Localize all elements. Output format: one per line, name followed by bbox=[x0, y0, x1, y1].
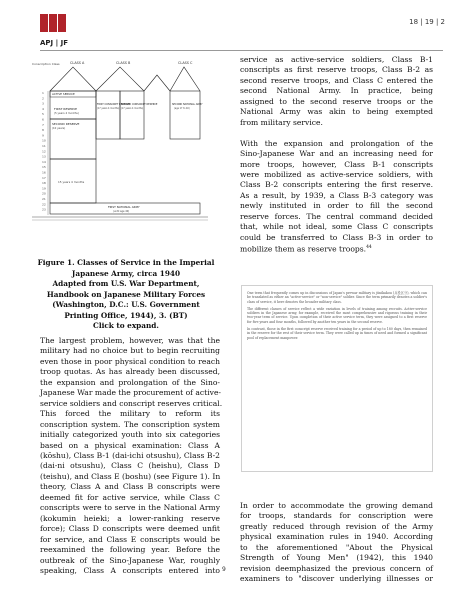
svg-text:(17 years 4 months): (17 years 4 months) bbox=[121, 107, 144, 110]
svg-text:15 years 4 months: 15 years 4 months bbox=[58, 180, 85, 184]
y-tick-label: 5 bbox=[42, 112, 44, 117]
svg-text:(until age 40): (until age 40) bbox=[113, 210, 130, 213]
svg-text:(age 17 to 40): (age 17 to 40) bbox=[174, 107, 190, 110]
right_top.para1-line: assigned to the second reserve troops or the bbox=[240, 96, 433, 106]
right_top.para2-line: mobilize them as reserve troops.$^{44}$ bbox=[240, 244, 372, 254]
y-tick-label: 3 bbox=[42, 101, 44, 106]
right_bottom-line: revision deemphasized the previous concern of bbox=[240, 563, 433, 573]
left_col-line: conscription system. The conscription system bbox=[40, 419, 220, 429]
y-tick-label: 11 bbox=[42, 144, 46, 148]
right-column-text bbox=[240, 55, 433, 255]
svg-text:SECOND RESERVE: SECOND RESERVE bbox=[52, 122, 80, 126]
svg-text:ACTIVE SERVICE: ACTIVE SERVICE bbox=[52, 92, 75, 96]
right_top.para1-line: second National Army. In practice, being bbox=[240, 86, 433, 96]
journal-logo bbox=[40, 14, 66, 32]
right_bottom-line: greatly reduced through revision of the Army bbox=[240, 521, 433, 531]
right_top.para1-line: conscripts as first reserve troops, Class B-2 as bbox=[240, 65, 433, 75]
left_col-line: outbreak of the Sino-Japanese War, roughly bbox=[40, 555, 220, 565]
right_top.para2-line: that, while not ideal, some Class C conscripts bbox=[240, 222, 433, 232]
class-a-label: CLASS A bbox=[70, 61, 85, 65]
left_col-line: conscripts were to serve in the National Army bbox=[40, 503, 220, 513]
right_bottom-line: In order to accommodate the growing demand bbox=[240, 501, 433, 510]
click-to-expand-link[interactable]: Click to expand. bbox=[93, 321, 159, 330]
left_col-line: service soldiers and conscript reserves critical. bbox=[40, 398, 223, 408]
svg-text:(5 years 4 months): (5 years 4 months) bbox=[54, 112, 79, 115]
header-divider bbox=[40, 50, 443, 51]
svg-text:SECOND NATIONAL ARMY: SECOND NATIONAL ARMY bbox=[172, 103, 203, 106]
left_col-line: initially categorized youth into six categories bbox=[40, 430, 220, 440]
right_top.para2-line: reserve forces. The central command decided bbox=[240, 211, 433, 221]
y-tick-label: 14 bbox=[42, 159, 46, 164]
left_col-line: troop quotas. As has already been discussed, bbox=[40, 367, 220, 377]
class-c-label: CLASS C bbox=[178, 61, 193, 65]
left_col-line: (dai-ni otsushu), Class C (heishu), Class D bbox=[40, 461, 220, 471]
class-b-label: CLASS B bbox=[116, 61, 131, 65]
y-tick-label: 2 bbox=[42, 96, 44, 101]
left_col-line: theory, Class A and Class B conscripts were bbox=[40, 482, 220, 492]
left_col-line: (kokumin heieki; a lower-ranking reserve bbox=[40, 513, 220, 523]
right_top.para1-line: service as active-service soldiers, Class B-1 bbox=[240, 55, 433, 64]
right_top.para2-line: were mobilized as active-service soldiers, with bbox=[240, 169, 433, 179]
left_col-line: reexamined the following year. Before the bbox=[40, 545, 220, 555]
y-tick-label: 16 bbox=[42, 170, 46, 175]
right_top.para2-line: As a result, by 1939, a Class B-3 category was bbox=[240, 190, 433, 200]
right_top.para2-line: more troops, however, Class B-1 conscripts bbox=[240, 159, 433, 169]
right_top.para1-line: National Army was akin to being exempted bbox=[240, 107, 433, 117]
svg-text:FIRST NATIONAL ARMY: FIRST NATIONAL ARMY bbox=[108, 205, 140, 209]
left_col-line: based on a physical examination: Class A bbox=[40, 440, 220, 450]
y-tick-label: 4 bbox=[42, 106, 44, 111]
footnote-ref[interactable]: 44 bbox=[366, 245, 372, 251]
sidebar-paragraph: In contrast, those in the first conscript reserve received training for a period of up to 180 days, then remained in the reserve for the rest of their service term. They were called up in times of need and formed a significant pool of replacement manpower. bbox=[247, 327, 427, 340]
svg-text:(17 years 4 months): (17 years 4 months) bbox=[97, 107, 120, 110]
svg-text:FIRST RESERVE: FIRST RESERVE bbox=[54, 107, 78, 111]
y-tick-label: 12 bbox=[42, 149, 46, 154]
y-tick-label: 8 bbox=[42, 128, 44, 133]
right-column-lower-text bbox=[240, 501, 433, 585]
left_col-line: deemed fit for active service, while Class C bbox=[40, 492, 220, 502]
left_col-line: military had no choice but to begin recruiting bbox=[40, 346, 220, 356]
y-tick-label: 21 bbox=[42, 197, 46, 201]
figure-caption: Figure 1. Classes of Service in the Imperial Japanese Army, circa 1940 Adapted from U.S. War Department, Handbook on Japanese Military Forces (Washington, D.C.: U.S. Government Printing Office, 1944), 3. (BT) Click to expand. bbox=[30, 258, 222, 332]
sidebar-text-image[interactable] bbox=[241, 285, 433, 472]
y-tick-label: 9 bbox=[42, 133, 44, 138]
left_col-line: (teishu), and Class E (boshu) (see Figure 1). In bbox=[40, 471, 221, 481]
left_col-line: even those in poor physical condition to reach bbox=[40, 356, 220, 366]
left_col-line: the expansion and prolongation of the Sino- bbox=[40, 377, 220, 387]
sidebar-paragraph: The different classes of service reflect a wide variation in levels of training among recruits. Active-service soldiers in the Japanese army, for example, received the most comprehensive and rigorous training in their two-year term of service. Upon completion of their active service term, they were assigned to a first reserve for five years and four months, followed by another ten years in the second reserve. bbox=[247, 306, 427, 324]
right_bottom-line: Strength of Young Men" (1942), this 1940 bbox=[240, 553, 433, 563]
y-tick-label: 17 bbox=[42, 175, 46, 180]
journal-name: APJ | JF bbox=[40, 39, 68, 47]
left_col-line: (kōshu), Class B-1 (dai-ichi otsushu), Class B-2 bbox=[40, 450, 220, 460]
left_col-line: speaking, Class A conscripts entered into bbox=[40, 565, 220, 575]
y-tick-label: 19 bbox=[42, 186, 46, 191]
figure-1-chart[interactable] bbox=[28, 55, 224, 245]
y-tick-label: 7 bbox=[42, 122, 44, 127]
svg-text:SECOND CONSCRIPT RESERVE: SECOND CONSCRIPT RESERVE bbox=[121, 103, 158, 106]
right_bottom-line: for troops, standards for conscription were bbox=[240, 511, 433, 521]
left_col-line: Japanese War made the procurement of active- bbox=[40, 388, 221, 398]
right_bottom-line: to the aforementioned "About the Physical bbox=[240, 542, 433, 552]
right_top.para1-line: from military service. bbox=[240, 117, 323, 127]
y-tick-label: 10 bbox=[42, 138, 46, 143]
left_col-line: for service, and Class E conscripts would be bbox=[40, 534, 220, 544]
right_top.para1-line: second reserve troops, and Class C entered the bbox=[240, 75, 433, 85]
left_col-line: The largest problem, however, was that the bbox=[40, 336, 220, 345]
svg-text:FIRST CONSCRIPT RESERVE: FIRST CONSCRIPT RESERVE bbox=[97, 103, 130, 106]
y-tick-label: 1 bbox=[42, 91, 44, 95]
right_top.para2-line: Sino-Japanese War and an increasing need for bbox=[240, 149, 433, 159]
page-number: 9 bbox=[222, 566, 226, 573]
right_top.para2-line: newly instituted in order to fill the second bbox=[240, 201, 433, 211]
left_col-line: This forced the military to reform its bbox=[40, 409, 220, 419]
y-tick-label: 6 bbox=[42, 117, 44, 122]
consc-class-label: Conscription Class bbox=[32, 62, 60, 66]
svg-text:(10 years): (10 years) bbox=[52, 127, 66, 130]
right_bottom-line: examiners to "discover underlying illnesses or bbox=[240, 574, 433, 584]
y-tick-label: 15 bbox=[42, 165, 46, 170]
right_top.para2-line: could be transferred to Class B-3 in order to bbox=[240, 232, 433, 242]
page-navigation[interactable]: 18 | 19 | 2 bbox=[409, 18, 445, 26]
left_col-line: force); Class D conscripts were deemed unfit bbox=[40, 524, 220, 534]
right_bottom-line: physical examination rules in 1940. According bbox=[240, 532, 433, 542]
right_top.para2-line: With the expansion and prolongation of the bbox=[240, 138, 433, 148]
y-tick-label: 23 bbox=[42, 207, 46, 212]
y-tick-label: 13 bbox=[42, 154, 46, 159]
sidebar-paragraph: One term that frequently comes up in discussions of Japan's prewar military is jūnikakou (兵役区分), which can be translated as either an "active-service" or "non-service" soldier. Since the term primarily denotes a soldier's class of service, it here denotes the broader military class. bbox=[247, 291, 427, 304]
y-tick-label: 20 bbox=[42, 191, 46, 196]
y-tick-label: 18 bbox=[42, 181, 46, 186]
right_top.para2-line: Class B-2 conscripts entering the first reserve. bbox=[240, 180, 433, 190]
y-tick-label: 22 bbox=[42, 202, 46, 207]
left-column-text bbox=[40, 336, 223, 576]
